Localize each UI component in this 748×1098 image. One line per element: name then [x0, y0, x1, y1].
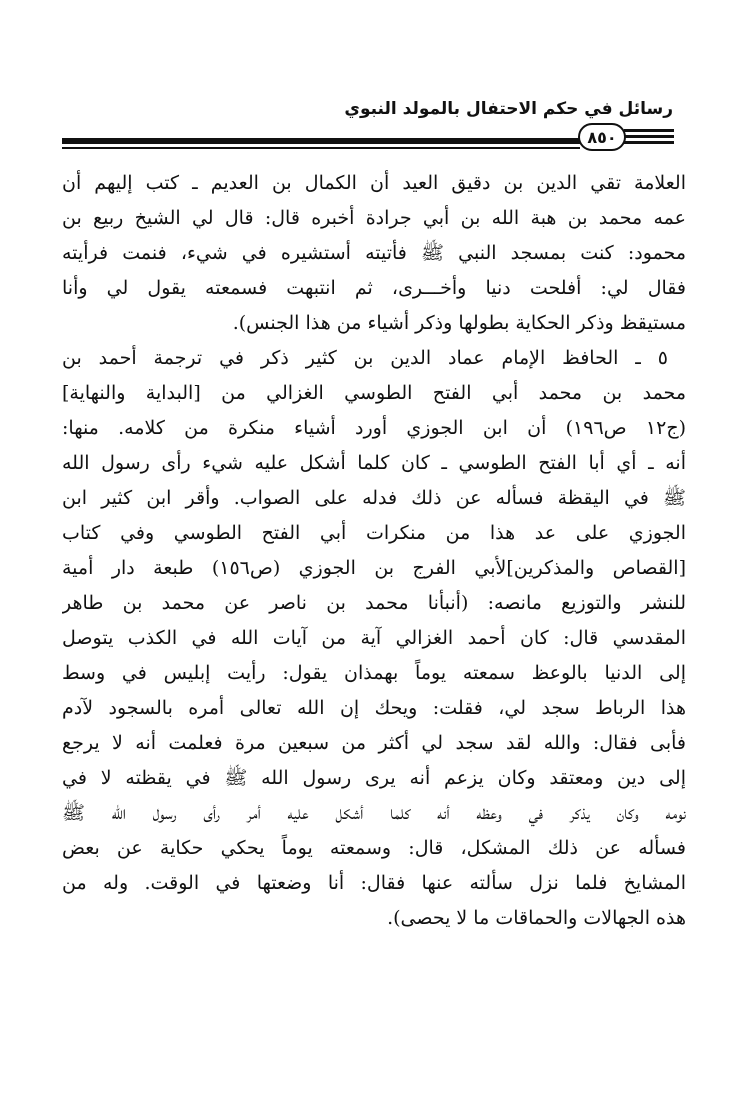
- header-rule-thick: [62, 138, 580, 144]
- text-line: ٥ ـ الحافظ الإمام عماد الدين بن كثير ذكر في ترجمة أحمد بن: [62, 347, 668, 369]
- header-rule-right: [624, 135, 674, 138]
- text-line: فسأله عن ذلك المشكل، قال: وسمعته يوماً يحكي حكاية عن بعض: [62, 837, 686, 859]
- body-text: [62, 166, 686, 936]
- text-line: (ج١٢ ص١٩٦) أن ابن الجوزي أورد أشياء منكرة من كلامه. منها:: [62, 417, 686, 439]
- text-line: [القصاص والمذكرين]لأبي الفرج بن الجوزي (ص١٥٦) طبعة دار أمية: [62, 557, 686, 579]
- text-line: إلى دين ومعتقد وكان يزعم أنه يرى رسول الله ﷺ في يقظته لا في: [62, 767, 686, 789]
- text-line: الجوزي على عد هذا من منكرات أبي الفتح الطوسي وفي كتاب: [62, 522, 686, 544]
- text-line: المقدسي قال: كان أحمد الغزالي آية من آيات الله في الكذب يتوصل: [62, 627, 686, 649]
- text-line: ﷺ في اليقظة فسأله عن ذلك فدله على الصواب. وأقر ابن كثير ابن: [62, 487, 686, 509]
- page-number: ٨٥٠: [578, 123, 626, 151]
- text-line: فأبى فقال: والله لقد سجد لي أكثر من سبعين مرة فعلمت أنه لا يرجع: [62, 732, 686, 754]
- text-line: المشايخ فلما نزل سألته عنها فقال: أنا وضعتها في الوقت. وله من: [62, 872, 686, 894]
- text-line: مستيقظ وذكر الحكاية بطولها وذكر أشياء من هذا الجنس).: [232, 312, 686, 334]
- text-line: أنه ـ أي أبا الفتح الطوسي ـ كان كلما أشكل عليه شيء رأى رسول الله: [62, 452, 686, 474]
- text-line: محمود: كنت بمسجد النبي ﷺ فأتيته أستشيره في شيء، فنمت فرأيته: [62, 242, 686, 264]
- header-rule-right: [624, 141, 674, 144]
- text-line: محمد بن محمد أبي الفتح الطوسي الغزالي من [البداية والنهاية]: [62, 382, 686, 404]
- text-line: نومه وكان يذكر في وعظه أنه كلما أشكل عليه أمر رأى رسول الله ﷺ: [62, 802, 686, 824]
- text-line: هذه الجهالات والحماقات ما لا يحصى).: [387, 907, 686, 929]
- text-line: فقال لي: أفلحت دنيا وأخـــرى، ثم انتبهت فسمعته يقول لي وأنا: [62, 277, 686, 299]
- text-line: للنشر والتوزيع مانصه: (أنبأنا محمد بن ناصر عن محمد بن طاهر: [62, 592, 686, 614]
- text-line: إلى الدنيا بالوعظ سمعته يوماً بهمذان يقول: رأيت إبليس في وسط: [62, 662, 686, 684]
- text-line: العلامة تقي الدين بن دقيق العيد أن الكمال بن العديم ـ كتب إليهم أن: [62, 172, 686, 194]
- text-line: عمه محمد بن هبة الله بن أبي جرادة أخبره قال: قال لي الشيخ ربيع بن: [62, 207, 686, 229]
- header-rule-thin: [62, 147, 580, 149]
- running-title: رسائل في حكم الاحتفال بالمولد النبوي: [344, 99, 673, 119]
- header-rule-right: [624, 129, 674, 132]
- text-line: هذا الرباط سجد لي، فقلت: ويحك إن الله تعالى أمره بالسجود لآدم: [62, 697, 686, 719]
